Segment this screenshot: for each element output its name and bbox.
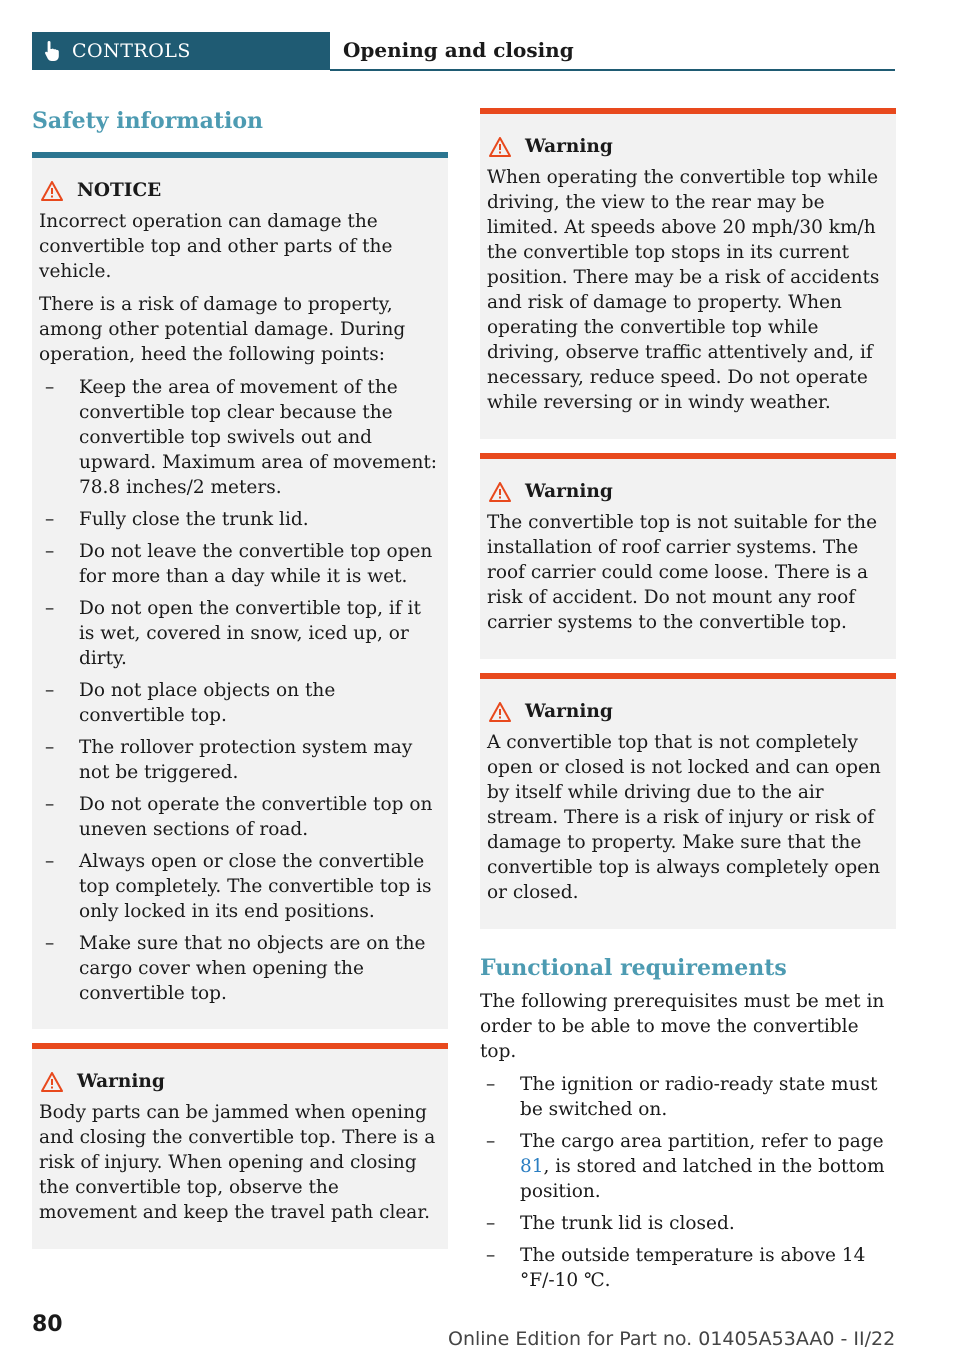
chapter-title: Opening and closing [343, 38, 574, 62]
list-item [480, 1243, 896, 1293]
list-item [480, 1211, 896, 1236]
notice-paragraph: There is a risk of damage to property, among other potential damage. During operation, heed the following points: [39, 294, 406, 365]
requirements-list [480, 1072, 896, 1293]
footer-edition: Online Edition for Part no. 01405A53AA0 - II/22 [448, 1328, 896, 1350]
header-rule [330, 69, 895, 71]
list-item-text: The outside temperature is above 14 °F/-10 ℃. [520, 1245, 866, 1291]
warning-text: When operating the convertible top while driving, the view to the rear may be limited. At speeds above 20 mph/30 km/h the convertible top stops in its current position. There may be a risk of accidents and risk of damage to property. When operating the convertible top while driving, observe traffic attentively and, if necessary, reduce speed. Do not operate while reversing or in windy weather. [487, 167, 880, 413]
warning-box [32, 1043, 448, 1249]
list-item-text: Do not place objects on the convertible top. [79, 680, 336, 726]
list-item-text: The trunk lid is closed. [520, 1213, 735, 1234]
warning-text: Body parts can be jammed when opening and closing the convertible top. There is a risk of injury. When opening and closing the convertible top, observe the movement and keep the travel path clear. [39, 1102, 436, 1223]
warning-header [487, 134, 889, 159]
right-column [480, 108, 896, 1300]
page-header [32, 32, 895, 72]
left-column [32, 108, 448, 1249]
dash-bullet: – [45, 851, 55, 872]
warning-text: The convertible top is not suitable for the installation of roof carrier systems. The roof carrier could come loose. There is a risk of accident. Do not mount any roof carrier systems to the convertible top. [487, 512, 878, 633]
list-item-text: Fully close the trunk lid. [79, 509, 309, 530]
dash-bullet: – [45, 509, 55, 530]
list-item-text: The rollover protection system may not be triggered. [79, 737, 413, 783]
warning-triangle-icon [489, 137, 511, 157]
list-item [39, 678, 441, 728]
notice-box [32, 152, 448, 1029]
warning-text: A convertible top that is not completely open or closed is not locked and can open by itself while driving due to the air stream. There is a risk of injury or risk of damage to property. Make sure that the convertible top is always completely open or closed. [487, 732, 881, 903]
list-item [39, 849, 441, 924]
dash-bullet: – [45, 737, 55, 758]
dash-bullet: – [45, 680, 55, 701]
warning-triangle-icon [41, 181, 63, 201]
section-heading: Safety information [32, 108, 264, 134]
list-item [480, 1129, 896, 1204]
hand-pointer-icon [32, 32, 72, 70]
list-item-text: , is stored and latched in the bottom position. [520, 1156, 885, 1202]
section-tab [32, 32, 330, 70]
list-item [39, 507, 441, 532]
notice-paragraph: Incorrect operation can damage the convertible top and other parts of the vehicle. [39, 211, 393, 282]
dash-bullet: – [45, 933, 55, 954]
warning-box [480, 108, 896, 439]
list-item [480, 1072, 896, 1122]
warning-triangle-icon [489, 482, 511, 502]
list-item [39, 539, 441, 589]
list-item [39, 792, 441, 842]
list-item-text: Do not leave the convertible top open for more than a day while it is wet. [79, 541, 433, 587]
warning-triangle-icon [41, 1072, 63, 1092]
functional-requirements-body [480, 989, 896, 1293]
list-item [39, 931, 441, 1006]
list-item-text: Keep the area of movement of the convertible top clear because the convertible top swivels out and upward. Maximum area of movement: 78.8 inches/2 meters. [79, 377, 438, 498]
warning-label: Warning [77, 1071, 165, 1092]
warning-header [39, 1069, 441, 1094]
list-item-text: Always open or close the convertible top completely. The convertible top is only locked in its end positions. [79, 851, 432, 922]
warning-header [487, 479, 889, 504]
section-label: CONTROLS [72, 40, 191, 62]
page-number: 80 [32, 1312, 63, 1337]
list-item-text: Make sure that no objects are on the cargo cover when opening the convertible top. [79, 933, 426, 1004]
list-item-text: The ignition or radio-ready state must be switched on. [520, 1074, 878, 1120]
functional-requirements-heading: Functional requirements [480, 955, 787, 981]
list-item-text: The cargo area partition, refer to page [520, 1131, 884, 1152]
warning-triangle-icon [489, 702, 511, 722]
dash-bullet: – [45, 794, 55, 815]
notice-label: NOTICE [77, 180, 162, 201]
dash-bullet: – [45, 598, 55, 619]
spacer [480, 439, 896, 453]
dash-bullet: – [45, 541, 55, 562]
warning-header [487, 699, 889, 724]
dash-bullet: – [486, 1131, 496, 1152]
page-reference-link[interactable]: 81 [520, 1156, 544, 1177]
list-item [39, 375, 441, 500]
warning-box [480, 453, 896, 659]
notice-header [39, 178, 441, 203]
list-item-text: Do not operate the convertible top on uneven sections of road. [79, 794, 433, 840]
notice-list [39, 375, 441, 1006]
warning-label: Warning [525, 701, 613, 722]
functional-intro: The following prerequisites must be met in order to be able to move the convertible top. [480, 991, 885, 1062]
list-item-text: Do not open the convertible top, if it is wet, covered in snow, iced up, or dirty. [79, 598, 421, 669]
warning-label: Warning [525, 481, 613, 502]
list-item [39, 596, 441, 671]
list-item [39, 735, 441, 785]
dash-bullet: – [486, 1245, 496, 1266]
spacer [480, 659, 896, 673]
dash-bullet: – [486, 1213, 496, 1234]
spacer [32, 1029, 448, 1043]
dash-bullet: – [486, 1074, 496, 1095]
warning-label: Warning [525, 136, 613, 157]
warning-box [480, 673, 896, 929]
dash-bullet: – [45, 377, 55, 398]
